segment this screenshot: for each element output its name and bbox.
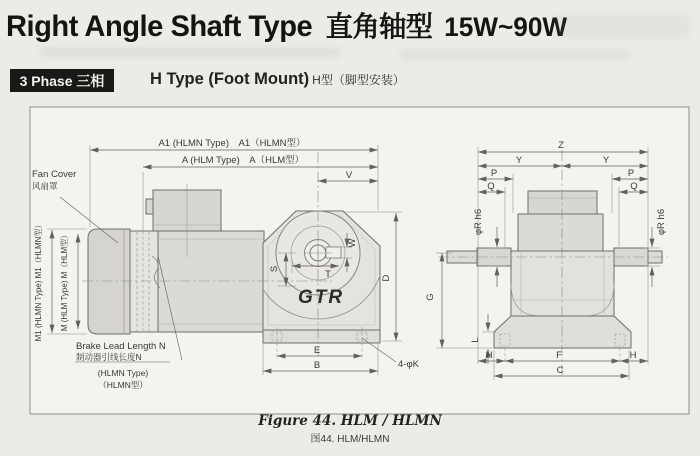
brake-lead-label-en: Brake Lead Length N [76,341,166,352]
dim-label-y-left: Y [515,155,523,166]
gearbox-front [511,251,614,317]
dim-label-m1: M1 (HLMN Type) M1（HLMN型） [34,220,43,342]
gtr-logo: GTR [297,287,345,308]
dim-label-f: F [556,350,562,361]
dim-label-v: V [345,170,353,181]
flange-foot [494,316,631,348]
dim-label-q-left: Q [487,181,495,192]
dim-label-y-right: Y [602,155,610,166]
keyway [326,247,341,258]
dim-label-s: S [269,265,280,273]
cable-gland [146,199,153,214]
brake-section [130,231,158,332]
dim-label-h-left: H [485,350,493,361]
dim-label-w: W [347,238,358,248]
fan-cover-label-zh: 风扇罩 [32,181,58,191]
dim-label-p-right: P [627,168,635,179]
dim-label-c: C [556,365,564,376]
page-title-power: 15W~90W [444,12,568,42]
terminal-box-front [528,191,597,214]
fan-cover-label-en: Fan Cover [32,169,77,180]
page-title-zh: 直角轴型 [325,11,433,42]
mount-holes-label: 4-φK [398,359,419,370]
mount-type-en: H Type (Foot Mount) [150,70,310,88]
figure-caption-en: Figure 44. HLM / HLMN [258,413,442,429]
motor-body [158,231,264,332]
dim-label-h-right: H [629,350,637,361]
dim-label-a: A (HLM Type) A（HLM型） [181,155,305,166]
figure-caption [0,413,700,445]
dim-label-q-right: Q [630,181,638,192]
figure-caption-zh: 图44. HLM/HLMN [310,434,390,445]
dim-label-shaft-dia-left: φR h6 [473,208,484,236]
dim-label-d: D [381,274,392,282]
mount-type-zh: H型（脚型安装） [312,73,405,87]
dim-label-t: T [325,269,331,280]
brake-lead-type-en: (HLMN Type) [97,368,149,378]
dim-label-b: B [313,360,321,371]
dim-label-p-left: P [490,168,498,179]
dim-label-l: L [470,337,481,343]
dim-label-z: Z [558,140,564,151]
dim-label-g: G [425,293,436,301]
brake-lead-type-zh: （HLMN型） [98,380,148,390]
page-title-en: Right Angle Shaft Type [6,10,313,43]
dim-label-e: E [313,345,321,356]
brake-lead-label-zh: 制动器引线长度N [76,352,142,362]
dim-label-m: M (HLM Type) M（HLM型） [60,230,69,332]
dim-label-a1: A1 (HLMN Type) A1（HLMN型） [158,138,306,149]
motor-front [518,214,603,251]
dim-label-shaft-dia-right: φR h6 [656,208,667,236]
phase-badge: 3 Phase 三相 [10,69,114,92]
